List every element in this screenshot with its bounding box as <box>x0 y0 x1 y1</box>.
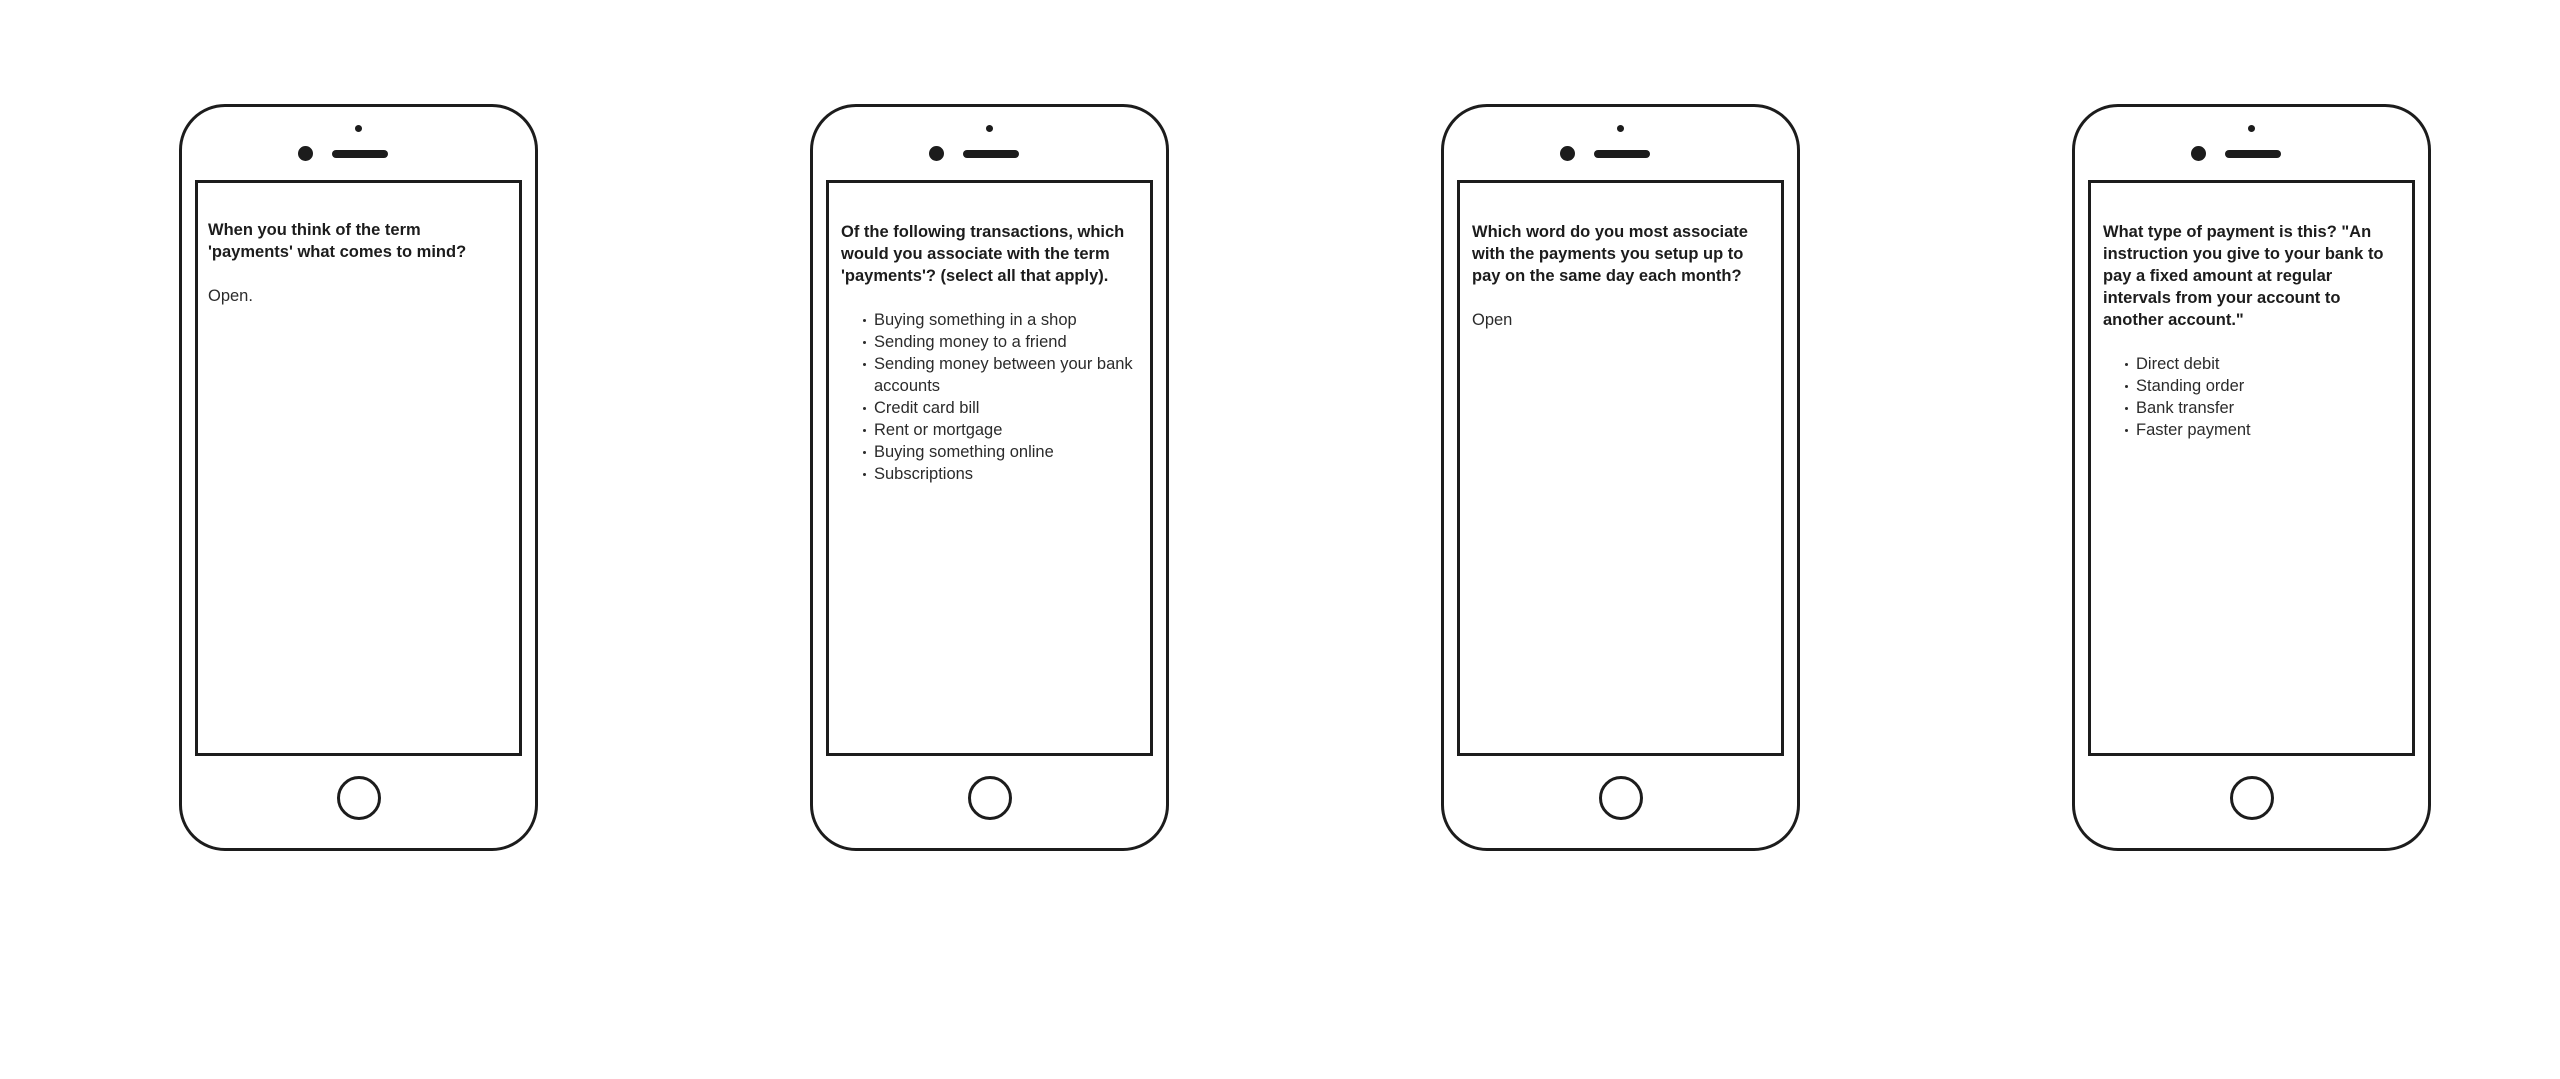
sensor-dot-icon <box>1617 125 1624 132</box>
phone-mockup-1 <box>179 104 538 851</box>
answer-option: Sending money to a friend <box>863 331 1140 353</box>
phone-mockup-3 <box>1441 104 1800 851</box>
answer-type: Open <box>1472 311 1513 329</box>
answer-option: Direct debit <box>2125 353 2402 375</box>
phone-screen <box>1457 180 1784 756</box>
sensor-dot-icon <box>355 125 362 132</box>
home-button[interactable] <box>968 776 1012 820</box>
speaker-grille-icon <box>1594 150 1650 158</box>
answer-option: Buying something in a shop <box>863 309 1140 331</box>
survey-question: Of the following transactions, which would you associate with the term 'payments'? (select all that apply). <box>841 223 1125 285</box>
home-button[interactable] <box>1599 776 1643 820</box>
answer-option: Standing order <box>2125 375 2402 397</box>
phone-screen <box>195 180 522 756</box>
sensor-dot-icon <box>2248 125 2255 132</box>
speaker-grille-icon <box>2225 150 2281 158</box>
survey-question: Which word do you most associate with the payments you setup up to pay on the same day each month? <box>1472 223 1748 285</box>
home-button[interactable] <box>337 776 381 820</box>
phone-mockup-4 <box>2072 104 2431 851</box>
answer-option: Buying something online <box>863 441 1140 463</box>
speaker-grille-icon <box>963 150 1019 158</box>
speaker-grille-icon <box>332 150 388 158</box>
answer-type: Open. <box>208 287 253 305</box>
sensor-dot-icon <box>986 125 993 132</box>
answer-option: Bank transfer <box>2125 397 2402 419</box>
camera-icon <box>1560 146 1575 161</box>
phone-screen <box>2088 180 2415 756</box>
phone-screen <box>826 180 1153 756</box>
answer-option: Credit card bill <box>863 397 1140 419</box>
phone-mockup-2 <box>810 104 1169 851</box>
answer-option: Subscriptions <box>863 463 1140 485</box>
survey-question: What type of payment is this? "An instruction you give to your bank to pay a fixed amount at regular intervals from your account to another account." <box>2103 223 2384 329</box>
answer-option: Faster payment <box>2125 419 2402 441</box>
answer-options-list <box>841 309 1140 485</box>
home-button[interactable] <box>2230 776 2274 820</box>
answer-option: Rent or mortgage <box>863 419 1140 441</box>
survey-question: When you think of the term 'payments' what comes to mind? <box>208 221 467 261</box>
answer-options-list <box>2103 353 2402 441</box>
camera-icon <box>298 146 313 161</box>
camera-icon <box>929 146 944 161</box>
camera-icon <box>2191 146 2206 161</box>
answer-option: Sending money between your bank accounts <box>863 353 1140 397</box>
